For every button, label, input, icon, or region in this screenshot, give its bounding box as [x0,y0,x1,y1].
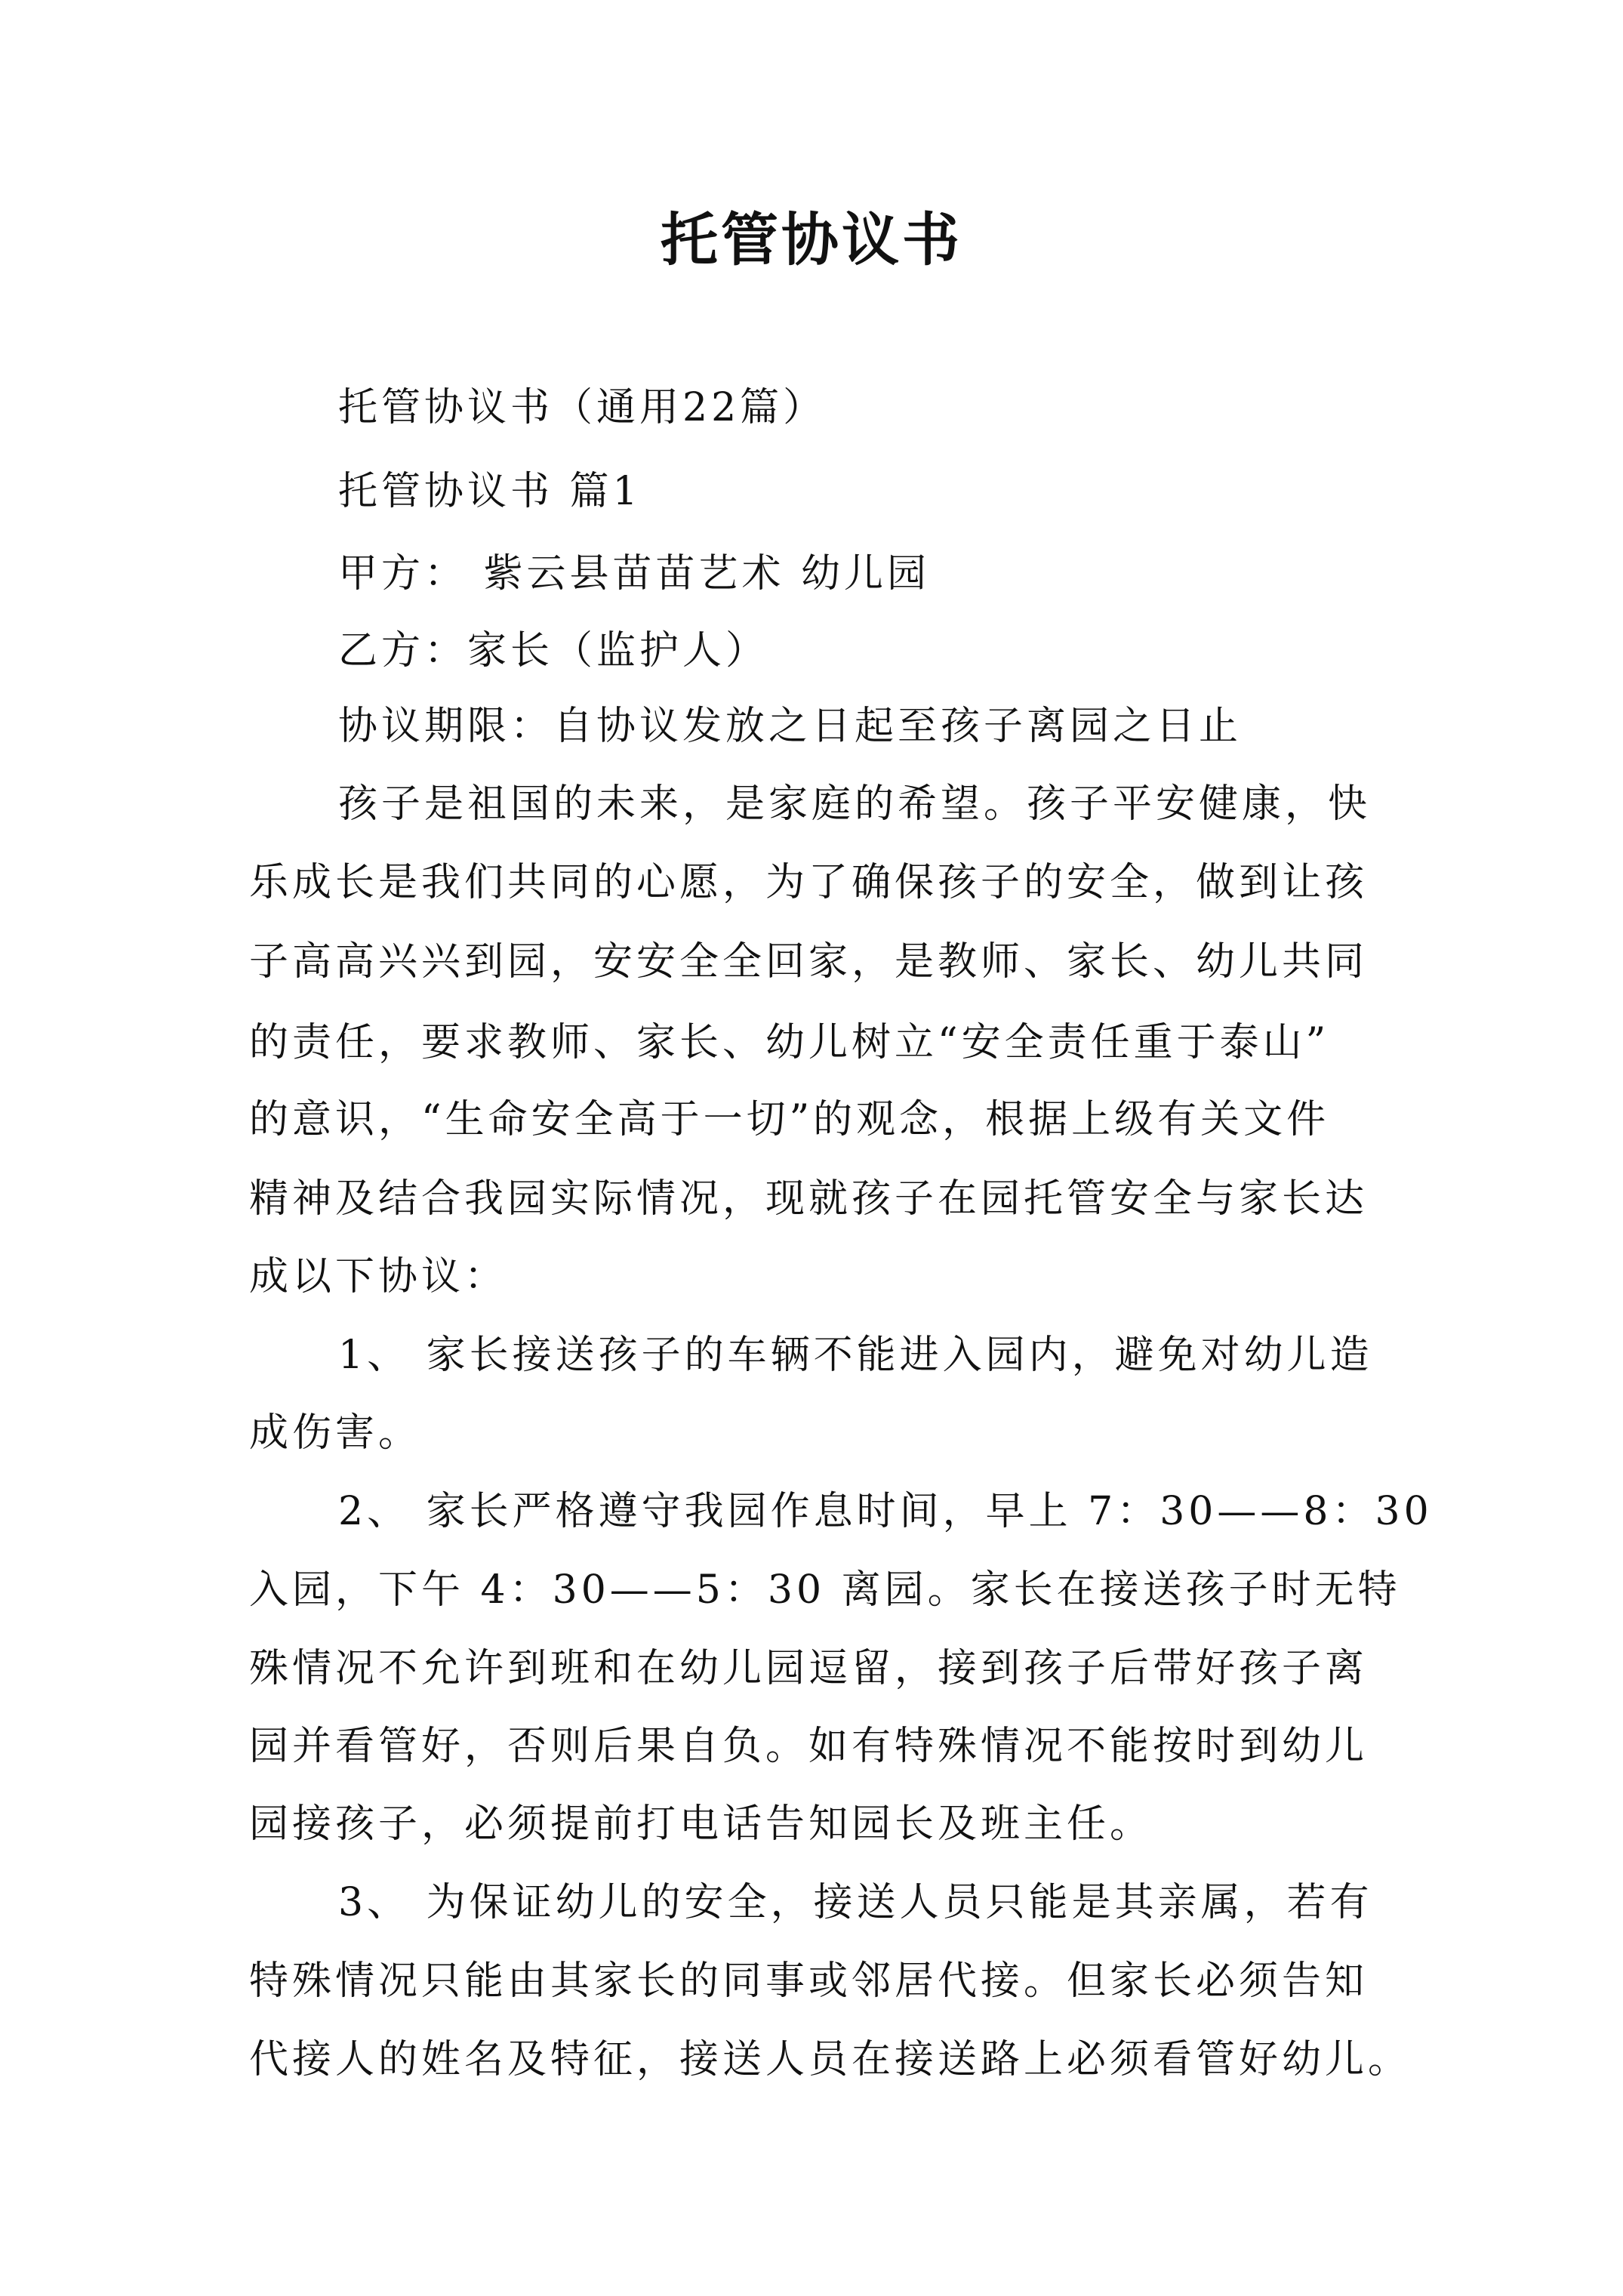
clause-2-line: 2、 家长严格遵守我园作息时间，早上 7：30——8：30 [338,1489,1433,1534]
subtitle-line: 托管协议书（通用22篇） [338,385,827,430]
clause-2-line: 园接孩子，必须提前打电话告知园长及班主任。 [249,1801,1153,1847]
clause-1-line: 成伤害。 [249,1410,422,1456]
paragraph-line: 的责任，要求教师、家长、幼儿树立“安全责任重于泰山” [249,1020,1330,1065]
paragraph-line: 子高高兴兴到园，安安全全回家，是教师、家长、幼儿共同 [249,939,1369,985]
document-title: 托管协议书 [661,206,962,273]
paragraph-line: 乐成长是我们共同的心愿，为了确保孩子的安全，做到让孩 [249,860,1369,905]
clause-2-line: 殊情况不允许到班和在幼儿园逗留，接到孩子后带好孩子离 [249,1646,1369,1691]
paragraph-line: 精神及结合我园实际情况，现就孩子在园托管安全与家长达 [249,1176,1369,1222]
party-b-line: 乙方：家长（监护人） [338,628,769,673]
paragraph-line: 孩子是祖国的未来，是家庭的希望。孩子平安健康，快 [338,781,1372,827]
clause-3-line: 3、 为保证幼儿的安全，接送人员只能是其亲属，若有 [338,1880,1373,1925]
section-heading: 托管协议书 篇1 [338,469,642,514]
party-a-line: 甲方： 紫云县苗苗艺术 幼儿园 [338,551,931,596]
clause-2-line: 入园，下午 4：30——5：30 离园。家长在接送孩子时无特 [249,1567,1401,1613]
agreement-term-line: 协议期限：自协议发放之日起至孩子离园之日止 [338,704,1243,749]
paragraph-line: 的意识，“生命安全高于一切”的观念，根据上级有关文件 [249,1097,1330,1142]
clause-2-line: 园并看管好，否则后果自负。如有特殊情况不能按时到幼儿 [249,1724,1369,1769]
clause-1-line: 1、 家长接送孩子的车辆不能进入园内，避免对幼儿造 [338,1333,1373,1378]
clause-3-line: 代接人的姓名及特征，接送人员在接送路上必须看管好幼儿。 [249,2037,1412,2082]
paragraph-line: 成以下协议： [249,1254,508,1299]
clause-3-line: 特殊情况只能由其家长的同事或邻居代接。但家长必须告知 [249,1959,1369,2004]
